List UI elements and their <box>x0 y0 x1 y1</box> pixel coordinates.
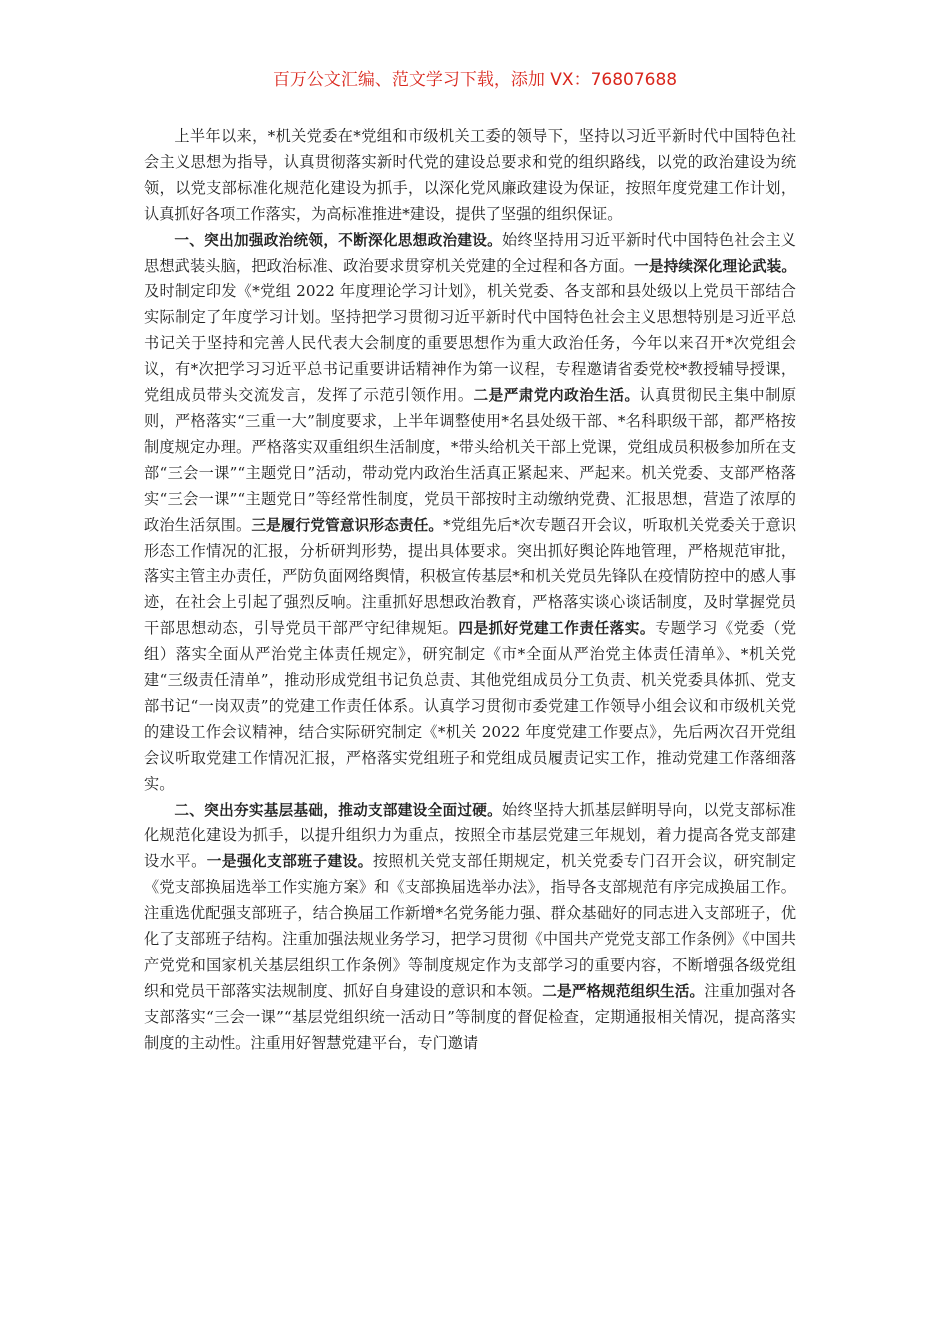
section-heading-run: 二是严肃党内政治生活。 <box>473 387 640 405</box>
text-run: 上半年以来，*机关党委在*党组和市级机关工委的领导下，坚持以习近平新时代中国特色社会主义思想为指导，认真贯彻落实新时代党的建设总要求和党的组织路线，以党的政治建设为统领，以党支部标准化规范化建设为抓手，以深化党风廉政建设为保证，按照年度党建工作计划，认真抓好各项工作落实，为高标准推进*建设，提供了坚强的组织保证。 <box>144 127 796 223</box>
text-run: 始终坚持用习近平新时代中国特色社会主义思想武装头脑，把政治标准、政治要求贯穿机关党建的全过程和各方面。 <box>144 230 796 275</box>
section-heading-run: 二、突出夯实基层基础，推动支部建设全面过硬。 <box>174 801 503 819</box>
text-run: 专题学习《党委（党组）落实全面从严治党主体责任规定》，研究制定《市*全面从严治党主体责任清单》、*机关党建“三级责任清单”，推动形成党组书记负总责、其他党组成员分工负责、机关党委具体抓、党支部书记“一岗双责”的党建工作责任体系。认真学习贯彻市委党建工作领导小组会议和市级机关党的建设工作会议精神，结合实际研究制定《*机关 2022 年度党建工作要点》，先后两次召开党组会议听取党建工作情况汇报，严格落实党组班子和党组成员履责记实工作，推动党建工作落细落实。 <box>144 619 797 793</box>
text-run: *党组先后*次专题召开会议，听取机关党委关于意识形态工作情况的汇报，分析研判形势，提出具体要求。突出抓好舆论阵地管理，严格规范审批，落实主管主办责任，严防负面网络舆情，积极宣传基层*和机关党员先锋队在疫情防控中的感人事迹，在社会上引起了强烈反响。注重抓好思想政治教育，严格落实谈心谈话制度，及时掌握党员干部思想动态，引导党员干部严守纪律规矩。 <box>144 515 797 638</box>
section-heading-run: 一是强化支部班子建设。 <box>206 853 373 871</box>
section-heading-run: 二是严格规范组织生活。 <box>542 982 705 1000</box>
section-heading-run: 四是抓好党建工作责任落实。 <box>458 620 656 638</box>
paragraph <box>144 228 796 798</box>
text-run: 注重加强对各支部落实“三会一课”“基层党组织统一活动日”等制度的督促检查，定期通报相关情况，提高落实制度的主动性。注重用好智慧党建平台，专门邀请 <box>144 981 797 1052</box>
text-run: 按照机关党支部任期规定，机关党委专门召开会议，研究制定《党支部换届选举工作实施方案》和《支部换届选举办法》，指导各支部规范有序完成换届工作。注重选优配强支部班子，结合换届工作新增*名党务能力强、群众基础好的同志进入支部班子，优化了支部班子结构。注重加强法规业务学习，把学习贯彻《中国共产党党支部工作条例》《中国共产党党和国家机关基层组织工作条例》等制度规定作为支部学习的重要内容，不断增强各级党组织和党员干部落实法规制度、抓好自身建设的意识和本领。 <box>144 852 796 1000</box>
section-heading-run: 一、突出加强政治统领，不断深化思想政治建设。 <box>174 231 503 249</box>
text-run: 及时制定印发《*党组 2022 年度理论学习计划》，机关党委、各支部和县处级以上党员干部结合实际制定了年度学习计划。坚持把学习贯彻习近平新时代中国特色社会主义思想特别是习近平总书记关于坚持和完善人民代表大会制度的重要思想作为重大政治任务，今年以来召开*次党组会议，有*次把学习习近平总书记重要讲话精神作为第一议程，专程邀请省委党校*教授辅导授课，党组成员带头交流发言，发挥了示范引领作用。 <box>144 282 796 405</box>
text-run: 始终坚持大抓基层鲜明导向，以党支部标准化规范化建设为抓手，以提升组织力为重点，按照全市基层党建三年规划，着力提高各党支部建设水平。 <box>144 800 796 871</box>
paragraph <box>144 124 796 228</box>
watermark-banner: 百万公文汇编、范文学习下载，添加 VX：76807688 <box>272 70 678 90</box>
section-heading-run: 一是持续深化理论武装。 <box>634 257 796 275</box>
text-run: 认真贯彻民主集中制原则，严格落实“三重一大”制度要求，上半年调整使用*名县处级干部、*名科职级干部，都严格按制度规定办理。严格落实双重组织生活制度，*带头给机关干部上党课，党组成员积极参加所在支部“三会一课”“主题党日”活动，带动党内政治生活真正紧起来、严起来。机关党委、支部严格落实“三会一课”“主题党日”等经常性制度，党员干部按时主动缴纳党费、汇报思想，营造了浓厚的政治生活氛围。 <box>144 386 796 534</box>
document-body <box>144 124 796 1057</box>
section-heading-run: 三是履行党管意识形态责任。 <box>251 516 444 534</box>
paragraph <box>144 798 796 1057</box>
